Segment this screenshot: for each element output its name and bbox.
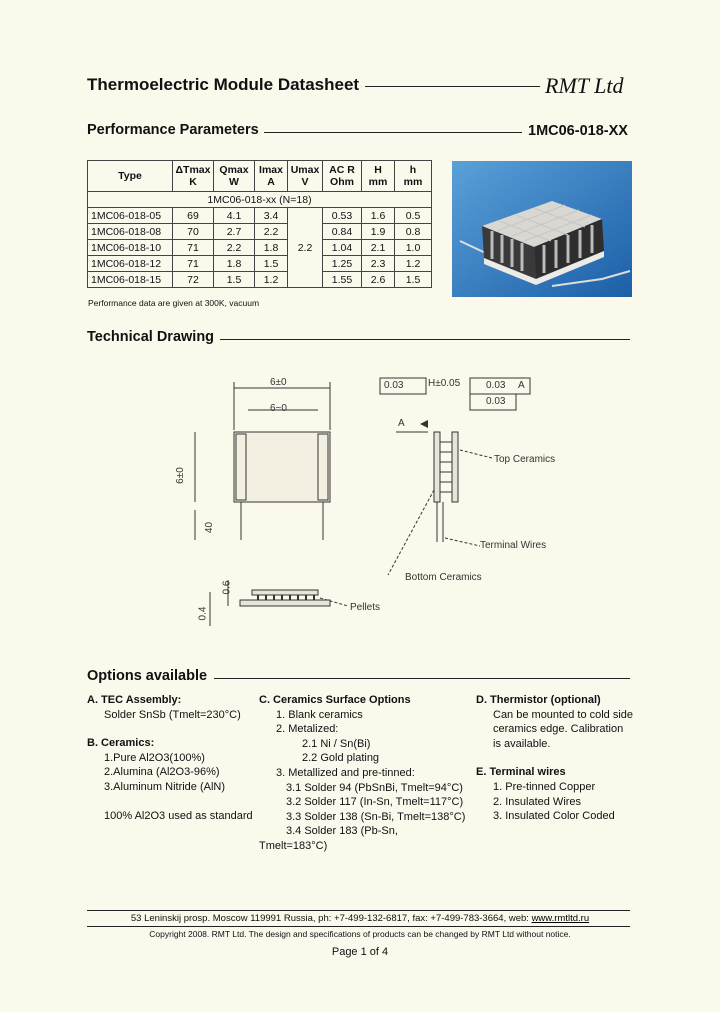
cell-dt: 71 (173, 240, 214, 256)
title-rule (365, 86, 540, 87)
cell-h: 1.0 (395, 240, 432, 256)
dim-thickness: 0.6 (221, 580, 233, 595)
dim-height: 6±0 (174, 467, 186, 484)
performance-heading: Performance Parameters (87, 122, 259, 138)
cell-H: 2.3 (362, 256, 395, 272)
footer-address (0, 913, 720, 924)
options-column-c (259, 693, 469, 854)
dim-pellet-height: 0.4 (197, 606, 209, 621)
height-tolerance: H±0.05 (428, 378, 461, 389)
model-code: 1MC06-018-XX (528, 123, 628, 139)
module-top-view (234, 432, 330, 502)
ceramics-option: 1.Pure Al2O3(100%) (104, 751, 205, 764)
thermistor-text: is available. (493, 737, 551, 750)
drawing-rule (220, 339, 630, 340)
col-type: Type (88, 161, 173, 192)
terminal-wire-option: 2. Insulated Wires (493, 795, 582, 808)
cell-acr: 1.25 (323, 256, 362, 272)
col-qmax: Qmax W (214, 161, 255, 192)
cell-dt: 69 (173, 208, 214, 224)
table-row (88, 224, 432, 240)
label-top-ceramics: Top Ceramics (494, 454, 556, 465)
surface-option: 2. Metalized: (276, 723, 339, 736)
ceramics-option: 2.Alumina (Al2O3-96%) (104, 766, 220, 779)
tec-assembly-solder: Solder SnSb (Tmelt=230°C) (104, 708, 241, 721)
col-H: H mm (362, 161, 395, 192)
footer-rule-2 (87, 926, 630, 927)
cell-q: 1.5 (214, 272, 255, 288)
performance-rule (264, 132, 522, 133)
ceramics-title: B. Ceramics: (87, 737, 155, 750)
surface-option: 3. Metallized and pre-tinned: (276, 766, 415, 779)
module-photo (452, 161, 632, 297)
cell-dt: 70 (173, 224, 214, 240)
cell-q: 4.1 (214, 208, 255, 224)
cell-acr: 0.84 (323, 224, 362, 240)
col-dtmax: ΔTmax K (173, 161, 214, 192)
cell-i: 2.2 (255, 224, 288, 240)
surface-option: 3.1 Solder 94 (PbSnBi, Tmelt=94°C) (286, 781, 463, 794)
cell-H: 2.1 (362, 240, 395, 256)
cell-H: 1.9 (362, 224, 395, 240)
col-imax: Imax A (255, 161, 288, 192)
label-bottom-ceramics: Bottom Ceramics (405, 572, 482, 583)
cell-type: 1MC06-018-10 (88, 240, 173, 256)
col-umax: Umax V (288, 161, 323, 192)
dim-lead-length: 40 (204, 521, 216, 534)
brand-name: RMT Ltd (545, 73, 624, 98)
datum-arrow (420, 420, 428, 428)
options-column-a (87, 693, 257, 823)
cell-H: 1.6 (362, 208, 395, 224)
cell-type: 1MC06-018-12 (88, 256, 173, 272)
edge-bottom-ceramic (452, 432, 458, 502)
surface-option: 1. Blank ceramics (276, 708, 363, 721)
cell-h: 1.5 (395, 272, 432, 288)
cell-q: 2.2 (214, 240, 255, 256)
surface-option: 3.4 Solder 183 (Pb-Sn, Tmelt=183°C) (259, 825, 398, 852)
options-column-d (476, 693, 646, 824)
surface-option: 2.1 Ni / Sn(Bi) (302, 737, 371, 750)
dim-outer-width: 6±0 (270, 377, 287, 388)
table-row (88, 272, 432, 288)
terminal-wire-option: 1. Pre-tinned Copper (493, 780, 596, 793)
ceramics-standard: 100% Al2O3 used as standard (104, 809, 253, 822)
cell-dt: 71 (173, 256, 214, 272)
datum-ref: A (518, 380, 525, 391)
cell-type: 1MC06-018-08 (88, 224, 173, 240)
parallel-tolerance-1: 0.03 (486, 380, 506, 391)
address-text: 53 Leninskij prosp. Moscow 119991 Russia, ph: +7-499-132-6817, fax: +7-499-783-3664, web: (130, 913, 532, 924)
cell-type: 1MC06-018-15 (88, 272, 173, 288)
cell-acr: 0.53 (323, 208, 362, 224)
options-heading: Options available (87, 668, 208, 684)
cell-h: 0.5 (395, 208, 432, 224)
table-note: Performance data are given at 300K, vacuum (88, 298, 260, 308)
parallel-tolerance-2: 0.03 (486, 396, 506, 407)
cell-type: 1MC06-018-05 (88, 208, 173, 224)
thermistor-title: D. Thermistor (optional) (476, 694, 601, 706)
cell-h: 1.2 (395, 256, 432, 272)
options-rule (214, 678, 630, 679)
table-row (88, 256, 432, 272)
thermistor-text: ceramics edge. Calibration (493, 723, 624, 736)
copyright: Copyright 2008. RMT Ltd. The design and specifications of products can be changed by RMT Ltd without notice. (149, 929, 571, 939)
cell-i: 1.2 (255, 272, 288, 288)
group-label: 1MC06-018-xx (N=18) (88, 192, 432, 208)
cell-H: 2.6 (362, 272, 395, 288)
technical-drawing (180, 370, 620, 640)
cell-acr: 1.55 (323, 272, 362, 288)
cell-acr: 1.04 (323, 240, 362, 256)
datum-label: A (398, 418, 405, 429)
table-row (88, 208, 432, 224)
footer-rule (87, 910, 630, 911)
thermistor-text: Can be mounted to cold side (493, 708, 634, 721)
side-bottom-plate (240, 600, 330, 606)
document-title: Thermoelectric Module Datasheet (87, 75, 360, 94)
performance-table (87, 160, 432, 288)
cell-umax: 2.2 (288, 208, 323, 288)
cell-i: 1.8 (255, 240, 288, 256)
ceramics-option: 3.Aluminum Nitride (AlN) (104, 780, 226, 793)
cell-dt: 72 (173, 272, 214, 288)
terminal-wires-title: E. Terminal wires (476, 766, 566, 779)
tec-assembly-title: A. TEC Assembly: (87, 694, 182, 706)
website-link[interactable]: www.rmtltd.ru (531, 913, 590, 924)
flatness-tolerance: 0.03 (384, 380, 404, 391)
group-row (88, 192, 432, 208)
cell-i: 3.4 (255, 208, 288, 224)
cell-h: 0.8 (395, 224, 432, 240)
cell-i: 1.5 (255, 256, 288, 272)
label-terminal-wires: Terminal Wires (480, 540, 547, 551)
side-top-plate (252, 590, 318, 595)
page-number: Page 1 of 4 (331, 946, 389, 958)
col-h: h mm (395, 161, 432, 192)
col-acr: AC R Ohm (323, 161, 362, 192)
label-pellets: Pellets (350, 602, 381, 613)
surface-option: 3.2 Solder 117 (In-Sn, Tmelt=117°C) (286, 796, 464, 809)
dim-inner-width: 6~0 (270, 403, 287, 414)
cell-q: 1.8 (214, 256, 255, 272)
drawing-heading: Technical Drawing (87, 329, 215, 345)
edge-top-ceramic (434, 432, 440, 502)
surface-options-title: C. Ceramics Surface Options (259, 694, 411, 706)
cell-q: 2.7 (214, 224, 255, 240)
table-row (88, 240, 432, 256)
surface-option: 3.3 Solder 138 (Sn-Bi, Tmelt=138°C) (286, 810, 466, 823)
surface-option: 2.2 Gold plating (302, 752, 380, 765)
terminal-wire-option: 3. Insulated Color Coded (493, 810, 615, 823)
table-header-row (88, 161, 432, 192)
